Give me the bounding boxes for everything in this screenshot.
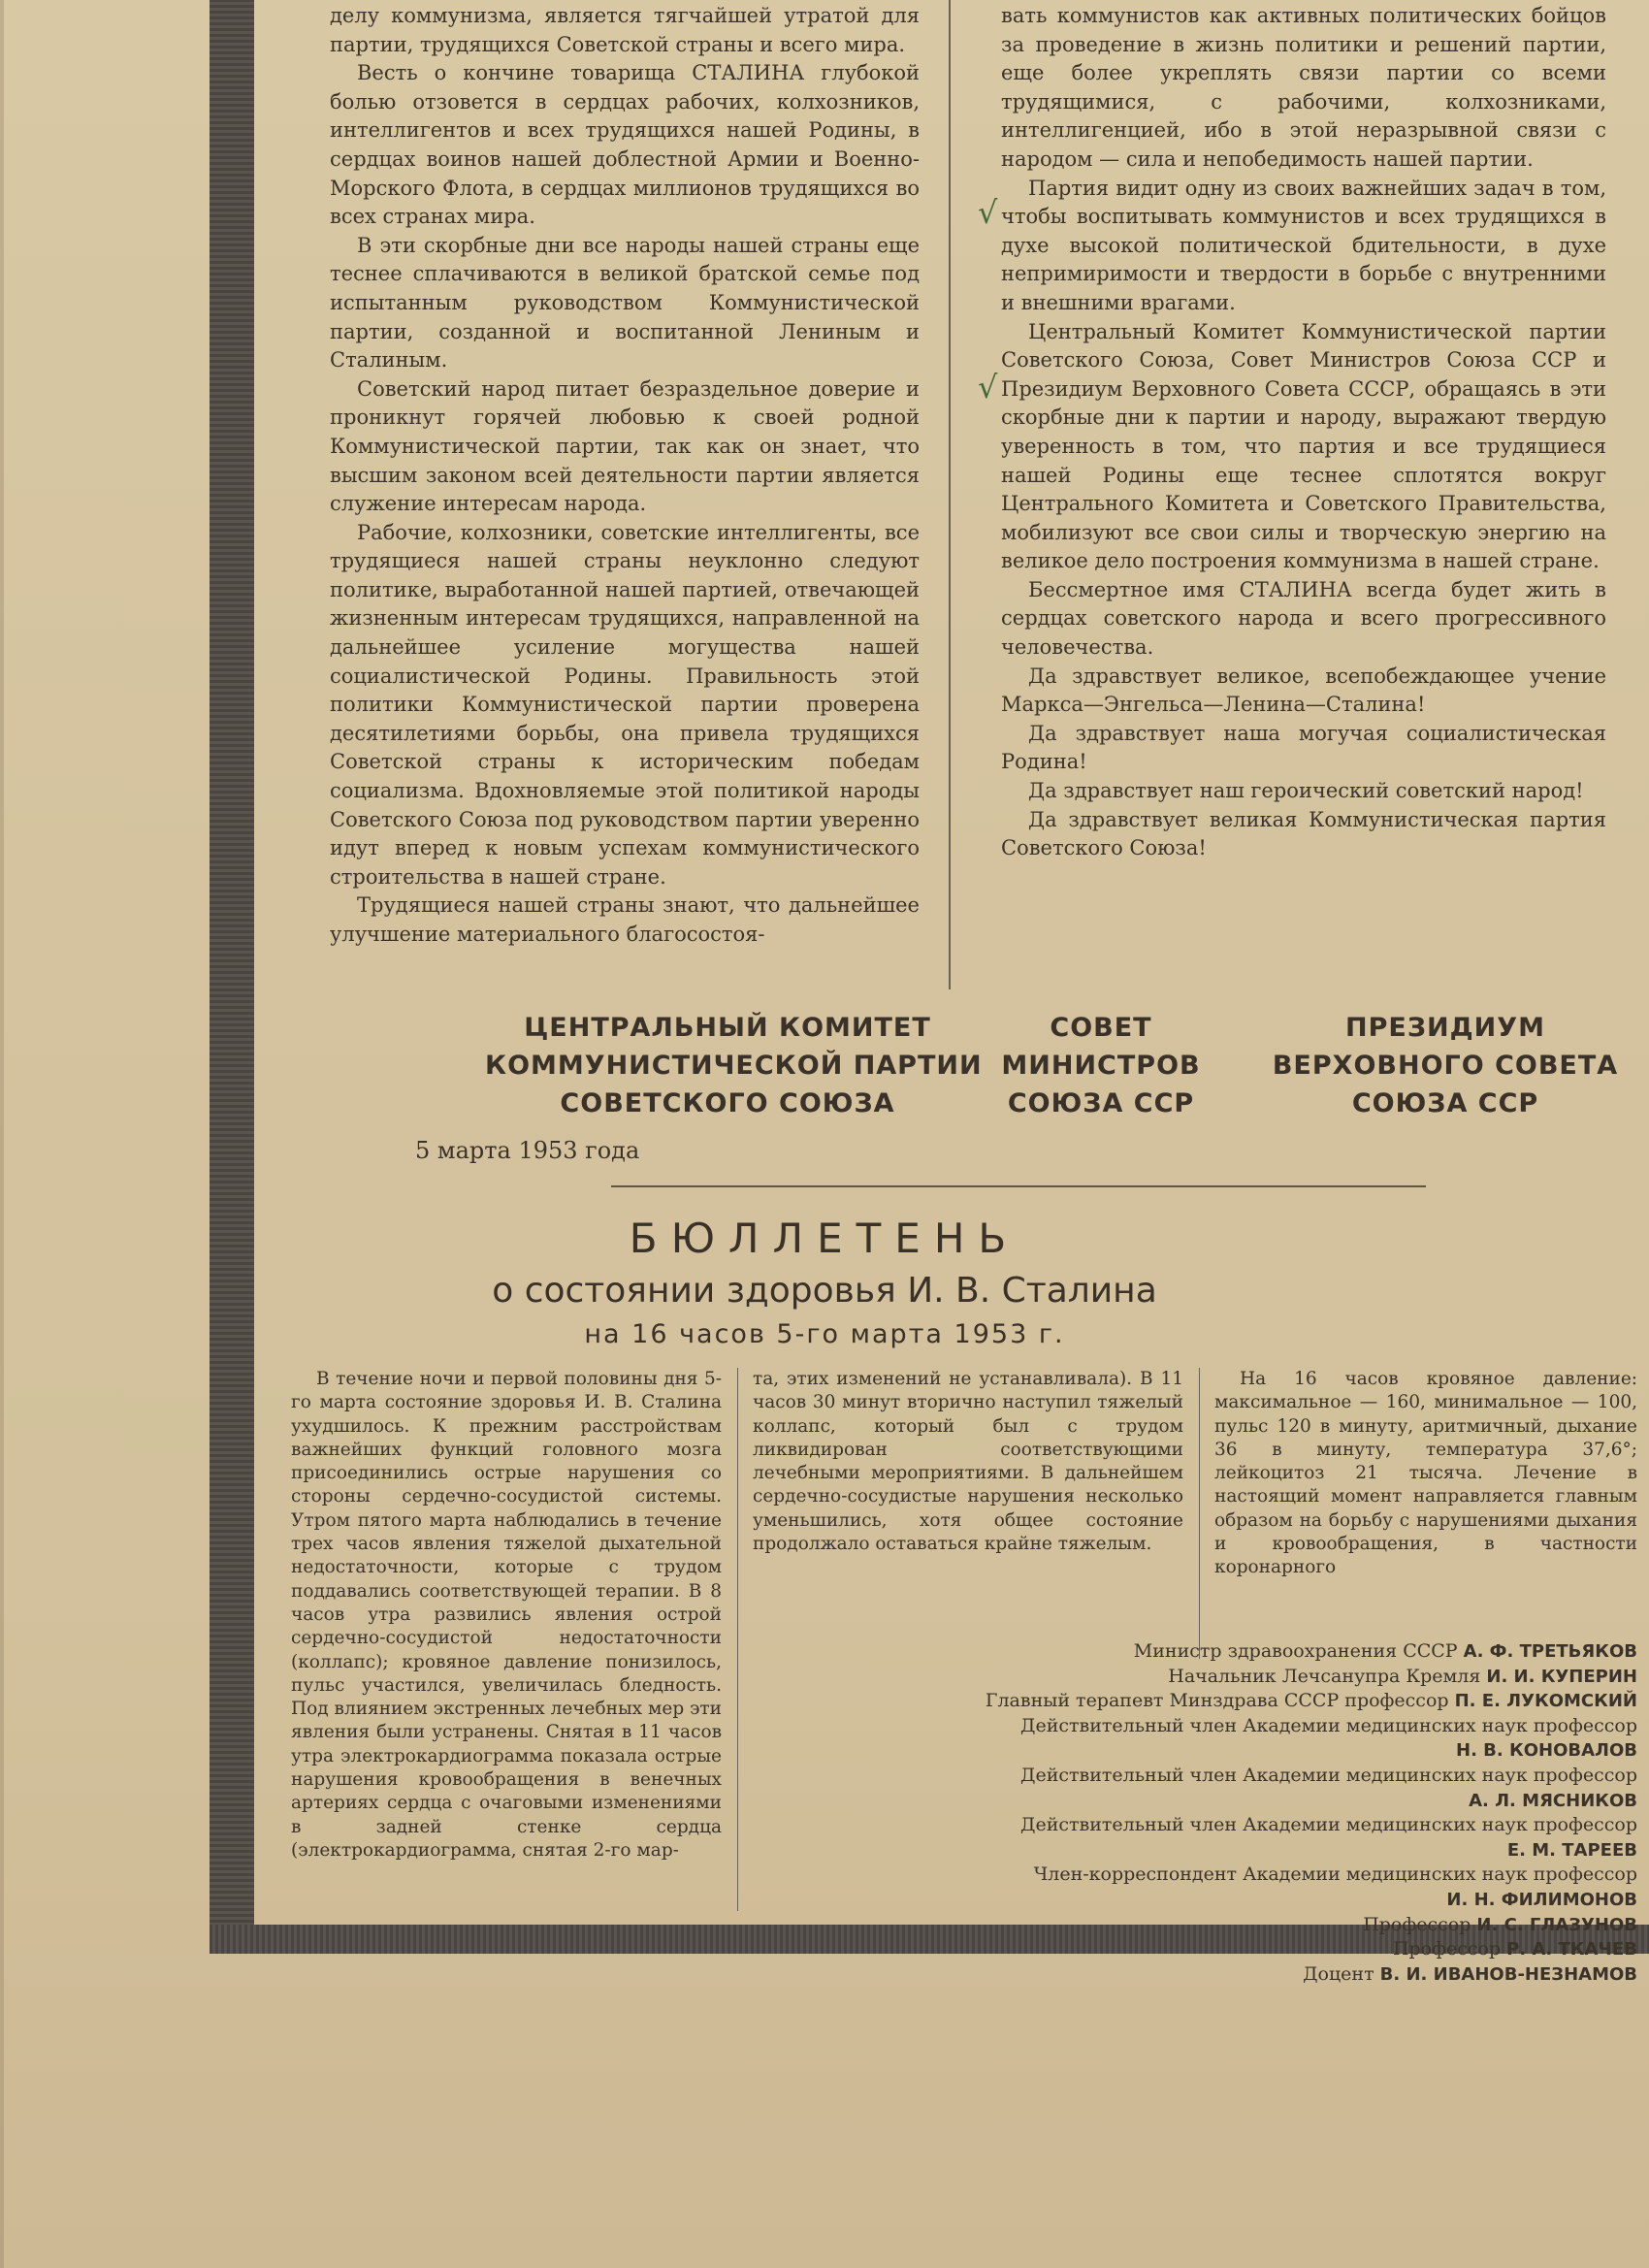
- signer-row: [706, 1937, 1637, 1962]
- signer-name: И. Н. ФИЛИМОНОВ: [1446, 1889, 1637, 1910]
- signer-title: Действительный член Академии медицинских наук профессор: [1020, 1814, 1637, 1836]
- signer-name: А. Л. МЯСНИКОВ: [1469, 1790, 1637, 1811]
- signer-row: [706, 1738, 1637, 1764]
- bulletin-column-2: та, этих изменений не устанавливала). В 11 часов 30 минут вторично наступил тяжелый коллапс, который был с трудом ликвидирован соответствующими лечебными мероприятиями. В дальнейшем сердечно-сосудистые нарушения несколько уменьшились, хотя общее состояние продолжало оставаться крайне тяжелым.: [753, 1369, 1183, 1555]
- signature-presidium: ПРЕЗИДИУМ ВЕРХОВНОГО СОВЕТА СОЮЗА ССР: [1272, 1013, 1619, 1118]
- appeal-left-column: [330, 2, 920, 950]
- signer-row: [706, 1888, 1637, 1913]
- signature-central-committee: ЦЕНТРАЛЬНЫЙ КОМИТЕТ КОММУНИСТИЧЕСКОЙ ПАРТИИ СОВЕТСКОГО СОЮЗА: [485, 1013, 983, 1118]
- signer-row: [706, 1689, 1637, 1714]
- bulletin-title: БЮЛЛЕТЕНЬ: [629, 1215, 1020, 1262]
- paragraph: Партия видит одну из своих важнейших задач в том, чтобы воспитывать коммунистов и всех трудящихся в духе высокой политической бдительности, в духе непримиримости и твердости в борьбе с внутренними и внешними врагами.: [1001, 176, 1606, 314]
- signer-row: [706, 1665, 1637, 1690]
- paragraph: Да здравствует великая Коммунистическая партия Советского Союза!: [1001, 807, 1606, 860]
- separator-rule: [611, 1185, 1426, 1187]
- column-rule: [1199, 1368, 1200, 1659]
- signer-title: Член-корреспондент Академии медицинских наук профессор: [1033, 1863, 1637, 1886]
- fold-line-vertical: [0, 0, 4, 2268]
- paragraph: Да здравствует наш героический советский народ!: [1028, 779, 1584, 803]
- signer-row: [706, 1863, 1637, 1888]
- signer-title: Министр здравоохранения СССР: [1133, 1640, 1458, 1662]
- signer-row: [706, 1962, 1637, 1988]
- signer-name: Е. М. ТАРЕЕВ: [1506, 1839, 1637, 1861]
- paragraph: Да здравствует великое, всепобеждающее учение Маркса—Энгельса—Ленина—Сталина!: [1001, 664, 1606, 717]
- signer-row: [706, 1764, 1637, 1789]
- signer-title: Профессор: [1392, 1938, 1502, 1960]
- signer-title: Действительный член Академии медицинских наук профессор: [1020, 1764, 1637, 1786]
- signer-row: [706, 1714, 1637, 1739]
- signer-name: П. Е. ЛУКОМСКИЙ: [1454, 1691, 1637, 1712]
- signer-name: Р. А. ТКАЧЕВ: [1506, 1939, 1637, 1960]
- checkmark-annotation: √: [978, 194, 998, 231]
- signer-row: [706, 1838, 1637, 1863]
- signature-council-of-ministers: СОВЕТ МИНИСТРОВ СОЮЗА ССР: [1001, 1013, 1201, 1118]
- signer-name: И. И. КУПЕРИН: [1486, 1666, 1637, 1687]
- signer-row: [706, 1913, 1637, 1938]
- appeal-right-column: [1001, 2, 1606, 863]
- appeal-date: 5 марта 1953 года: [415, 1137, 640, 1164]
- paragraph: Советский народ питает безраздельное доверие и проникнут горячей любовью к своей родной Коммунистической партии, так как он знает, что высшим законом всей деятельности партии является служение интересам народа.: [330, 376, 920, 516]
- signer-row: [706, 1813, 1637, 1838]
- paragraph: Трудящиеся нашей страны знают, что дальнейшее улучшение материального благосостоя-: [330, 893, 920, 946]
- bulletin-subtitle: о состоянии здоровья И. В. Сталина: [492, 1271, 1157, 1311]
- paragraph: Бессмертное имя СТАЛИНА всегда будет жить в сердцах советского народа и всего прогрессивного человечества.: [1001, 577, 1606, 660]
- paragraph: Рабочие, колхозники, советские интеллигенты, все трудящиеся нашей страны неуклонно следуют политике, выработанной нашей партией, отвечающей жизненным интересам трудящихся, направленной на дальнейшее усиление могущества нашей социалистической Родины. Правильность этой политики Коммунистической партии проверена десятилетиями борьбы, она привела трудящихся Советской страны к историческим победам социализма. Вдохновляемые этой политикой народы Советского Союза под руководством партии уверенно идут вперед к новым успехам коммунистического строительства в нашей стране.: [330, 520, 920, 889]
- paragraph: делу коммунизма, является тягчайшей утратой для партии, трудящихся Советской страны и всего мира.: [330, 4, 920, 56]
- signer-row: [706, 1639, 1637, 1665]
- signer-title: Профессор: [1363, 1913, 1471, 1935]
- signer-title: Действительный член Академии медицинских наук профессор: [1020, 1714, 1637, 1736]
- signer-name: Н. В. КОНОВАЛОВ: [1456, 1740, 1637, 1762]
- bulletin-column-1: В течение ночи и первой половины дня 5-го марта состояние здоровья И. В. Сталина ухудшилось. К прежним расстройствам важнейших функций головного мозга присоединились острые нарушения со стороны сердечно-сосудистой системы. Утром пятого марта наблюдались в течение трех часов явления тяжелой дыхательной недостаточности, которые с трудом поддавались соответствующей терапии. В 8 часов утра развились явления острой сердечно-сосудистой недостаточности (коллапс); кровяное давление понизилось, пульс участился, увеличилась бледность. Под влиянием экстренных лечебных мер эти явления были устранены. Снятая в 11 часов утра электрокардиограмма показала острые нарушения кровообращения в венечных артериях сердца с очаговыми изменениями в задней стенке сердца (электрокардиограмма, снятая 2-го мар-: [291, 1369, 722, 1861]
- signer-title: Доцент: [1303, 1962, 1374, 1985]
- signer-title: Начальник Лечсанупра Кремля: [1168, 1665, 1481, 1687]
- signer-name: И. С. ГЛАЗУНОВ: [1476, 1914, 1637, 1935]
- paragraph: Да здравствует наша могучая социалистическая Родина!: [1001, 721, 1606, 774]
- paragraph: вать коммунистов как активных политических бойцов за проведение в жизнь политики и решений партии, еще более укреплять связи партии со всеми трудящимися, с рабочими, колхозниками, интеллигенцией, ибо в этой неразрывной связи с народом — сила и непобедимость нашей партии.: [1001, 4, 1606, 171]
- column-rule: [949, 0, 951, 989]
- bulletin-signers: [706, 1639, 1637, 1987]
- paragraph: Весть о кончине товарища СТАЛИНА глубокой болью отзовется в сердцах рабочих, колхозников, интеллигентов и всех трудящихся нашей Родины, в сердцах воинов нашей доблестной Армии и Военно-Морского Флота, в сердцах миллионов трудящихся во всех странах мира.: [330, 61, 920, 229]
- signer-row: [706, 1789, 1637, 1814]
- paragraph: В эти скорбные дни все народы нашей страны еще теснее сплачиваются в великой братской семье под испытанным руководством Коммунистической партии, созданной и воспитанной Лениным и Сталиным.: [330, 233, 920, 373]
- bulletin-time: на 16 часов 5-го марта 1953 г.: [584, 1319, 1065, 1349]
- signer-name: А. Ф. ТРЕТЬЯКОВ: [1463, 1641, 1637, 1662]
- bulletin-column-3: На 16 часов кровяное давление: максимальное — 160, минимальное — 100, пульс 120 в минуту, аритмичный, дыхание 36 в минуту, температура 37,6°; лейкоцитоз 21 тысяча. Лечение в настоящий момент направляется главным образом на борьбу с нарушениями дыхания и кровообращения, в частности коронарного: [1214, 1369, 1637, 1578]
- checkmark-annotation: √: [978, 369, 998, 405]
- signer-title: Главный терапевт Минздрава СССР профессор: [985, 1690, 1449, 1712]
- paragraph: Центральный Комитет Коммунистической партии Советского Союза, Совет Министров Союза ССР и Президиум Верховного Совета СССР, обращаясь в эти скорбные дни к партии и народу, выражают твердую уверенность в том, что партия и все трудящиеся нашей Родины еще теснее сплотятся вокруг Центрального Комитета и Советского Правительства, мобилизуют все свои силы и творческую энергию на великое дело построения коммунизма в нашей стране.: [1001, 319, 1606, 573]
- mourning-frame-left: [210, 0, 254, 1952]
- signer-name: В. И. ИВАНОВ-НЕЗНАМОВ: [1379, 1963, 1637, 1985]
